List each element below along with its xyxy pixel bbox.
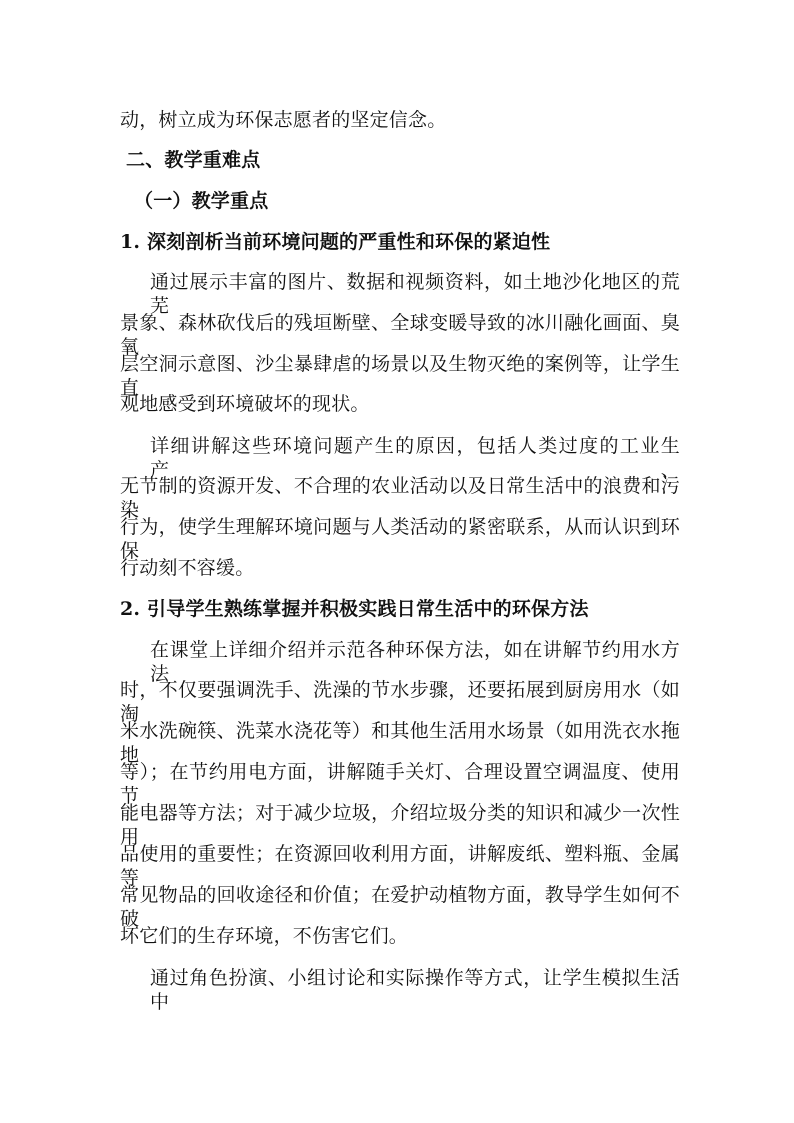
item-heading: 1. 深刻剖析当前环境问题的严重性和环保的紧迫性: [120, 231, 551, 253]
paragraph-line: 层空洞示意图、沙尘暴肆虐的场景以及生物灭绝的案例等，让学生直: [120, 353, 680, 399]
paragraph-line: 等）；在节约用电方面，讲解随手关灯、合理设置空调温度、使用节: [120, 761, 680, 807]
paragraph-line: 景象、森林砍伐后的残垣断壁、全球变暖导致的冰川融化画面、臭氧: [120, 312, 680, 358]
paragraph-line: 时，不仅要强调洗手、洗澡的节水步骤，还要拓展到厨房用水（如淘: [120, 679, 680, 725]
paragraph-line: 能电器等方法；对于减少垃圾，介绍垃圾分类的知识和减少一次性用: [120, 802, 680, 848]
paragraph-line: 常见物品的回收途径和价值；在爱护动植物方面，教导学生如何不破: [120, 884, 680, 930]
paragraph-line: 品使用的重要性；在资源回收利用方面，讲解废纸、塑料瓶、金属等: [120, 843, 680, 889]
paragraph-line: 观地感受到环境破坏的现状。: [120, 393, 370, 415]
paragraph-line: 行动刻不容缓。: [120, 557, 255, 579]
paragraph-line: 通过角色扮演、小组讨论和实际操作等方式，让学生模拟生活中: [150, 967, 680, 1013]
item-heading: 2. 引导学生熟练掌握并积极实践日常生活中的环保方法: [120, 598, 589, 620]
subsection-heading: （一）教学重点: [134, 190, 269, 212]
paragraph-line: 动，树立成为环保志愿者的坚定信念。: [120, 109, 447, 131]
paragraph-line: 坏它们的生存环境，不伤害它们。: [120, 925, 409, 947]
paragraph-line: 米水洗碗筷、洗菜水浇花等）和其他生活用水场景（如用洗衣水拖地: [120, 720, 680, 766]
paragraph-line: 无节制的资源开发、不合理的农业活动以及日常生活中的浪费和污染: [120, 475, 680, 521]
paragraph-line: 在课堂上详细介绍并示范各种环保方法，如在讲解节约用水方法: [150, 639, 680, 685]
paragraph-line: 详细讲解这些环境问题产生的原因，包括人类过度的工业生产、: [150, 435, 680, 481]
paragraph-line: 行为，使学生理解环境问题与人类活动的紧密联系，从而认识到环保: [120, 516, 680, 562]
section-heading: 二、教学重难点: [126, 149, 261, 171]
paragraph-line: 通过展示丰富的图片、数据和视频资料，如土地沙化地区的荒芜: [150, 271, 680, 317]
